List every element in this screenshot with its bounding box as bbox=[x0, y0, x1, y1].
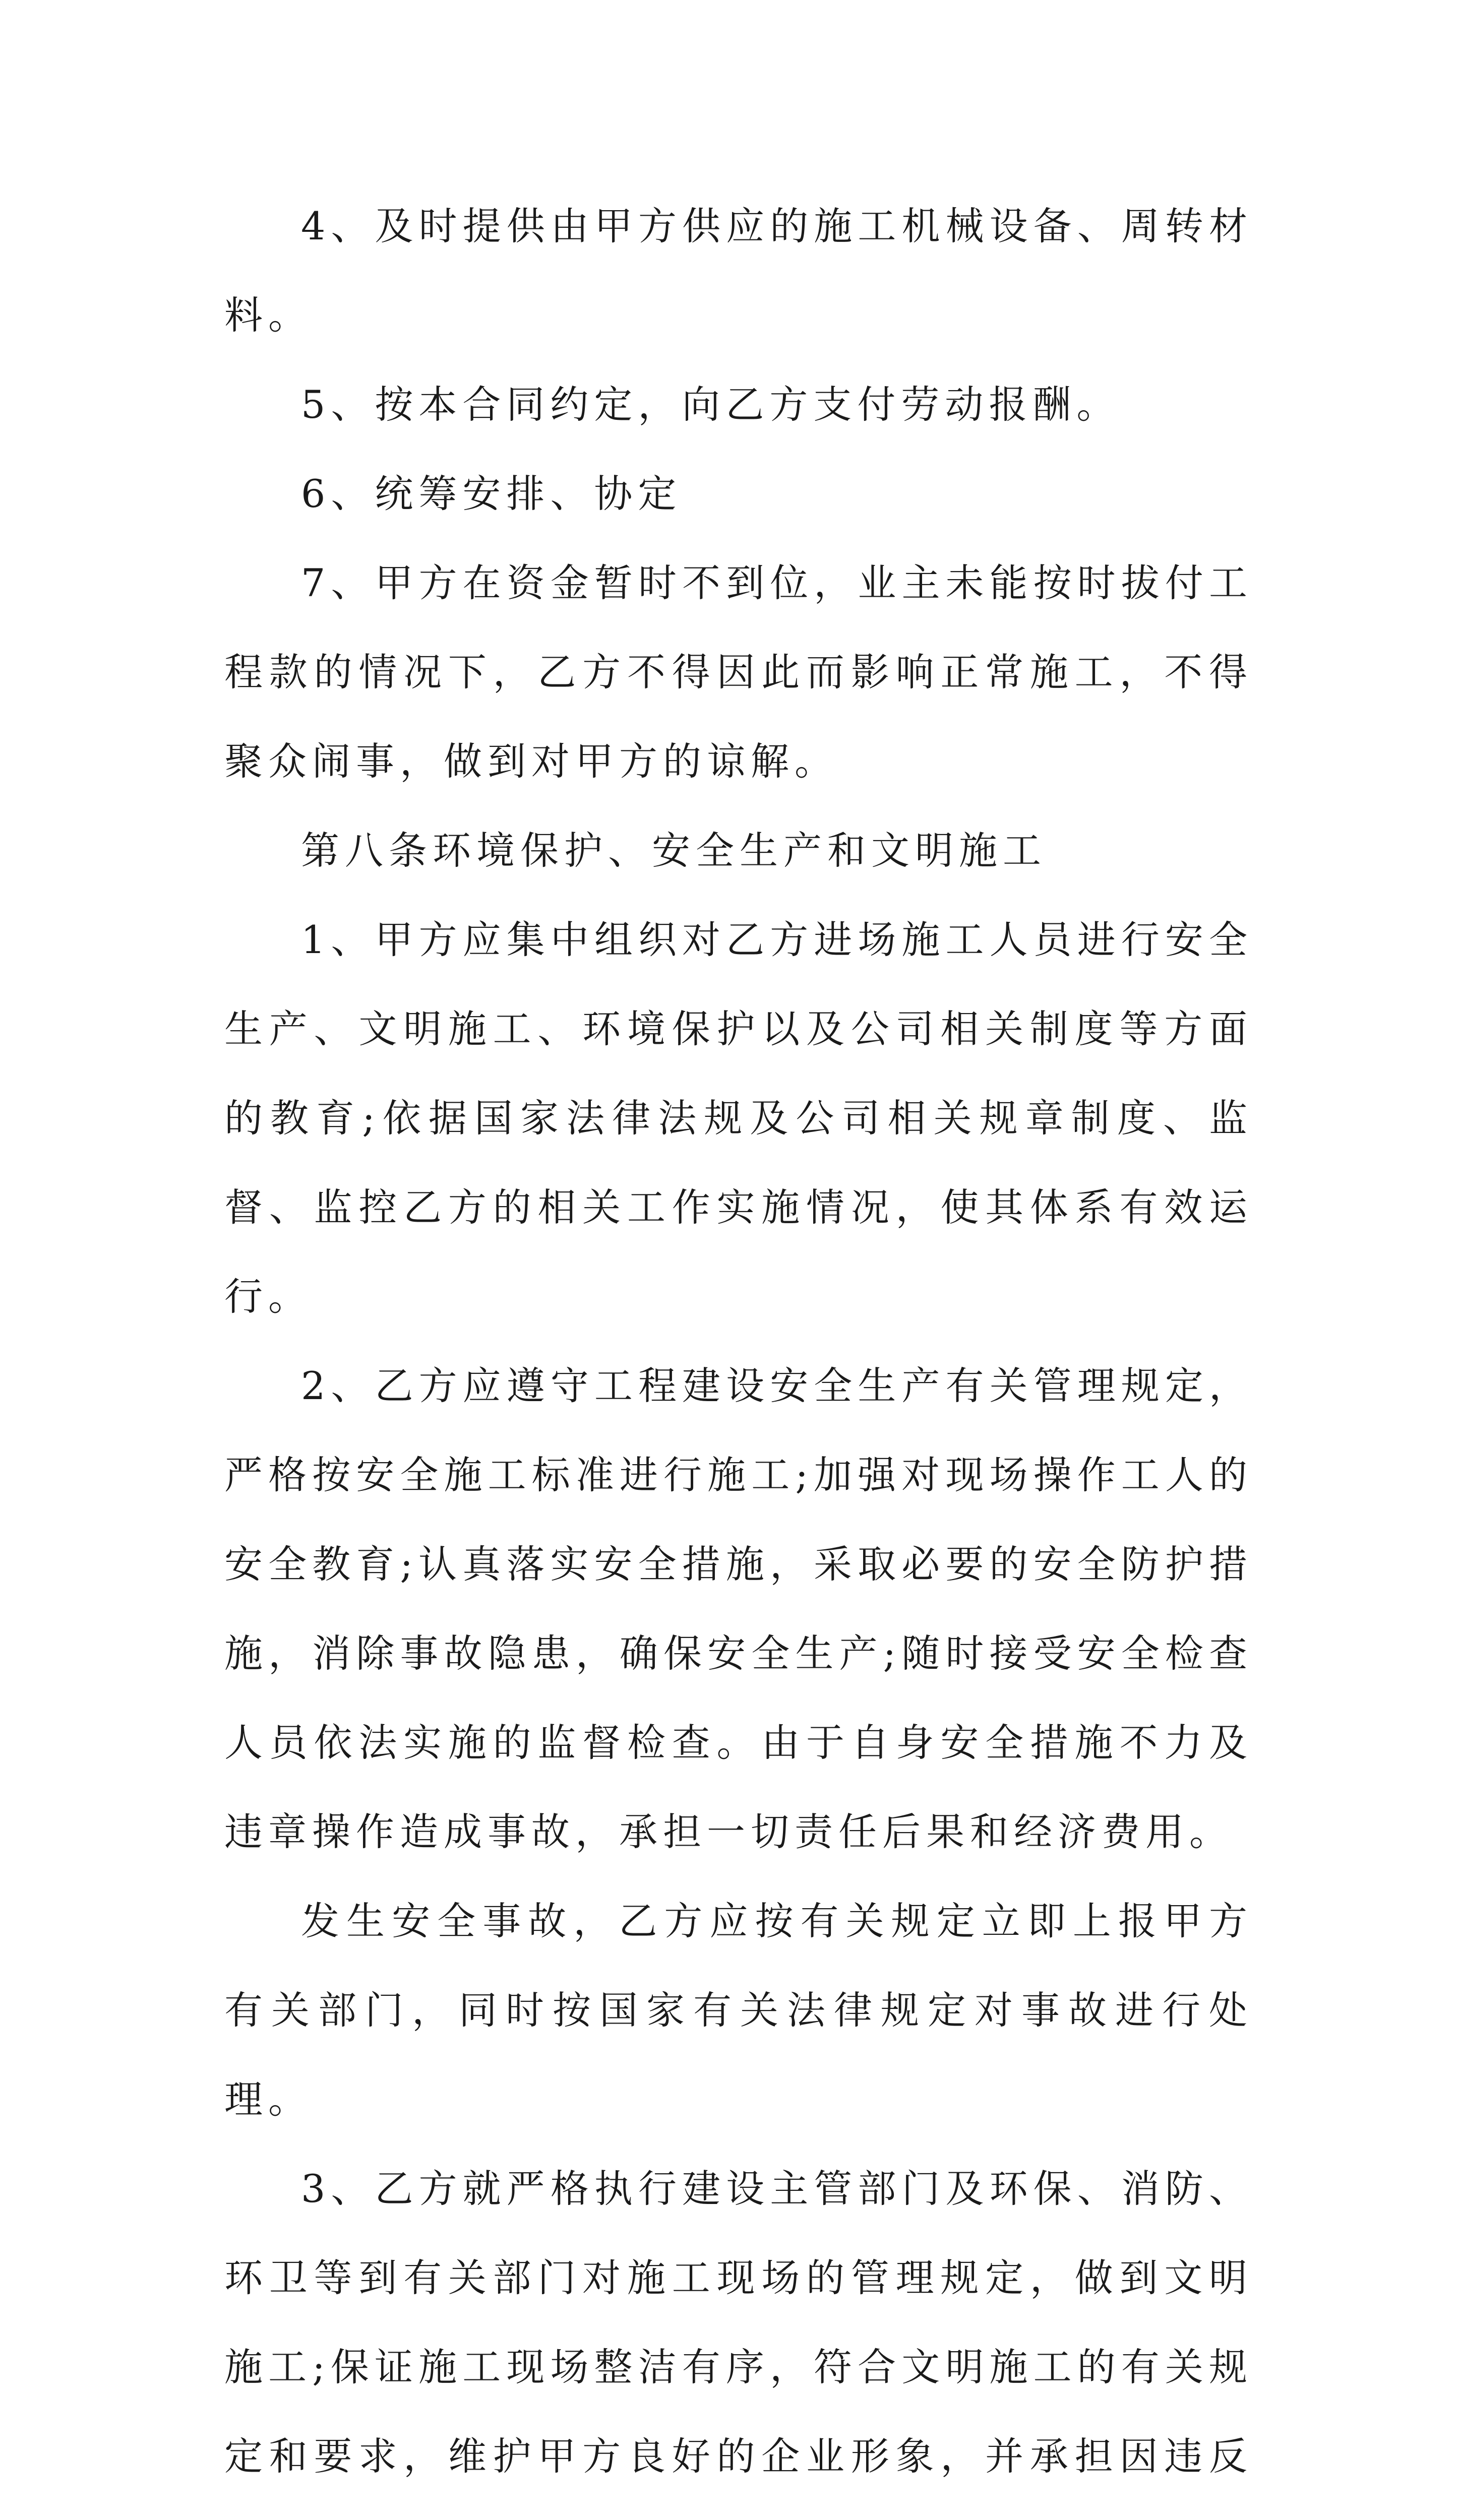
document-body bbox=[224, 181, 1253, 2520]
paragraph-clause-3: 3、乙方就严格执行建设主管部门及环保、消防、环卫等到有关部门对施工现场的管理规定，做到文明施工;保证施工现场整洁有序，符合文明施工的有关规定和要求，维护甲方良好的企业形象，并承担因违反 bbox=[224, 2166, 1253, 2479]
paragraph-item-6: 6、统筹安排、协定 bbox=[301, 471, 682, 516]
paragraph-item-5: 5、按本合同约定，向乙方支付劳动报酬。 bbox=[301, 382, 1121, 427]
paragraph-clause-2: 2、乙方应遵守工程建设安全生产有关管理规定，严格按安全施工标准进行施工;加强对现场操作工人的安全教育;认真落实安全措施，采取必要的安全防护措施，消除事故隐患，确保安全生产;随时接受安全检查人员依法实施的监督检查。由于自身安全措施不力及违章操作造成事故，承担一切责任后果和经济费用。 bbox=[224, 1363, 1253, 1854]
paragraph-clause-1: 1、甲方应集中组织对乙方进场施工人员进行安全生产、文明施工、环境保护以及公司相关制度等方面的教育;依据国家法律法规及公司相关规章制度、监督、监控乙方的相关工作实施情况，使其体系有效运行。 bbox=[224, 917, 1253, 1319]
paragraph-item-7: 7、甲方在资金暂时不到位，业主未能按时拔付工程款的情况下，乙方不得因此而影响正常施工，不得聚众闹事，做到对甲方的谅解。 bbox=[224, 560, 1253, 784]
paragraph-accident-report: 发生安全事故，乙方应按有关规定立即上报甲方有关部门，同时按国家有关法律规定对事故进行处理。 bbox=[224, 1899, 1253, 2122]
paragraph-item-4: 4、及时提供由甲方供应的施工机械设备、周转材料。 bbox=[224, 204, 1253, 338]
section-heading-article-8: 第八条环境保护、安全生产和文明施工 bbox=[301, 828, 1047, 873]
